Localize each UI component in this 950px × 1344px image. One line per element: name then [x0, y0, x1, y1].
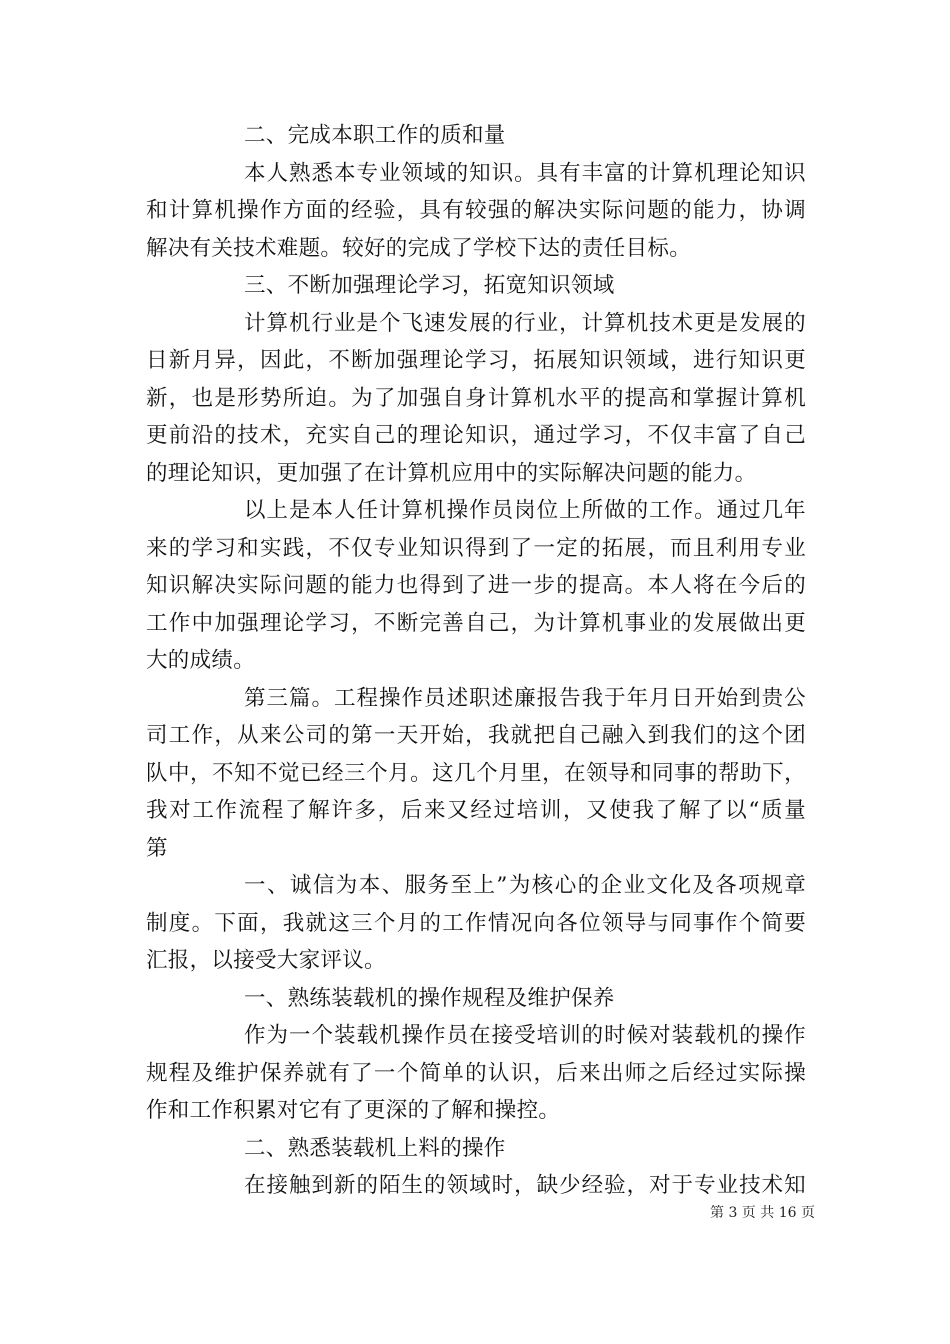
text-line: 我对工作流程了解许多，后来又经过培训，又使我了解了以“质量: [146, 798, 806, 823]
page-number-footer: 第 3 页 共 16 页: [710, 1205, 815, 1221]
text-line: 队中，不知不觉已经三个月。这几个月里，在领导和同事的帮助下，: [146, 760, 806, 786]
text-line: 以上是本人任计算机操作员岗位上所做的工作。通过几年: [244, 498, 806, 523]
text-line: 一、熟练装载机的操作规程及维护保养: [244, 985, 615, 1011]
text-line: 规程及维护保养就有了一个简单的认识，后来出师之后经过实际操: [146, 1060, 806, 1086]
text-line: 作和工作积累对它有了更深的了解和操控。: [146, 1098, 561, 1123]
text-line: 工作中加强理论学习，不断完善自己，为计算机事业的发展做出更: [146, 610, 806, 636]
text-line: 三、不断加强理论学习，拓宽知识领域: [244, 273, 615, 298]
text-line: 在接触到新的陌生的领域时，缺少经验，对于专业技术知: [244, 1173, 806, 1198]
text-line: 计算机行业是个飞速发展的行业，计算机技术更是发展的: [244, 310, 806, 336]
text-line: 二、熟悉装载机上料的操作: [244, 1135, 506, 1161]
text-line: 来的学习和实践，不仅专业知识得到了一定的拓展，而且利用专业: [146, 535, 806, 561]
text-line: 的理论知识，更加强了在计算机应用中的实际解决问题的能力。: [146, 460, 757, 486]
text-line: 司工作，从来公司的第一天开始，我就把自己融入到我们的这个团: [146, 723, 806, 748]
text-line: 新，也是形势所迫。为了加强自身计算机水平的提高和掌握计算机: [146, 385, 806, 411]
text-line: 和计算机操作方面的经验，具有较强的解决实际问题的能力，协调: [146, 198, 806, 223]
document-body: [146, 117, 806, 1205]
text-line: 日新月异，因此，不断加强理论学习，拓展知识领域，进行知识更: [146, 348, 806, 373]
text-line: 二、完成本职工作的质和量: [244, 123, 506, 148]
text-line: 解决有关技术难题。较好的完成了学校下达的责任目标。: [146, 235, 692, 261]
text-line: 知识解决实际问题的能力也得到了进一步的提高。本人将在今后的: [146, 573, 806, 598]
text-line: 大的成绩。: [146, 648, 256, 673]
text-line: 本人熟悉本专业领域的知识。具有丰富的计算机理论知识: [244, 160, 806, 186]
text-line: 第: [146, 835, 168, 861]
text-line: 第三篇。工程操作员述职述廉报告我于年月日开始到贵公: [244, 685, 806, 711]
text-line: 一、诚信为本、服务至上”为核心的企业文化及各项规章: [244, 873, 806, 898]
text-line: 更前沿的技术，充实自己的理论知识，通过学习，不仅丰富了自己: [146, 423, 806, 448]
text-line: 制度。下面，我就这三个月的工作情况向各位领导与同事作个简要: [146, 910, 806, 936]
text-line: 作为一个装载机操作员在接受培训的时候对装载机的操作: [244, 1023, 806, 1048]
text-line: 汇报，以接受大家评议。: [146, 948, 386, 973]
